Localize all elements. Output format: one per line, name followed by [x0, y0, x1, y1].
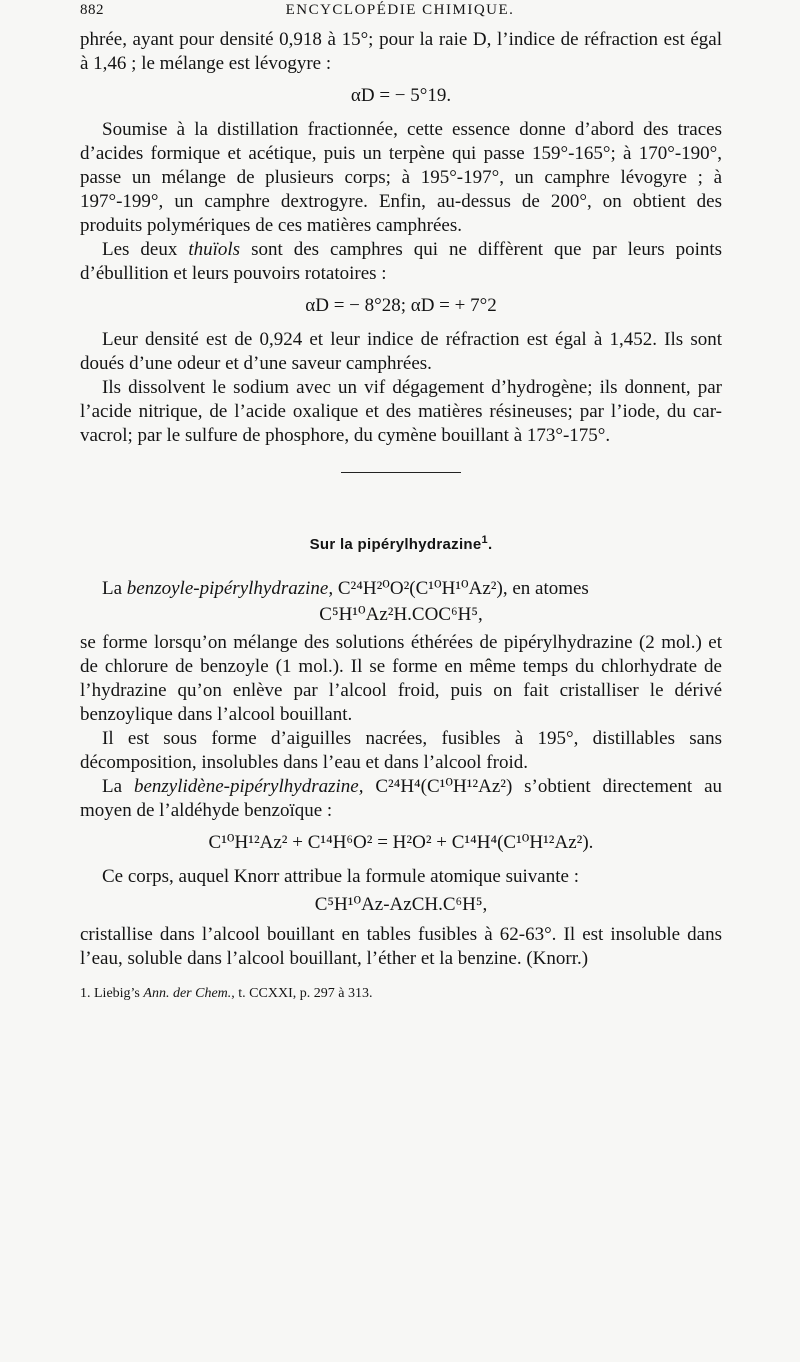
formula: C⁵H¹⁰Az²H.COC⁶H⁵,: [319, 604, 483, 625]
paragraph: Leur densité est de 0,924 et leur indice de réfraction est égal à 1,452. Ils sont doués d’une odeur et d’une saveur camphrées.: [80, 329, 722, 374]
paragraph: cristallise dans l’alcool bouillant en tables fusibles à 62-63°. Il est insoluble dans l’eau, soluble dans l’alcool bouillant, l’éther et la benzine. (Knorr.): [80, 924, 722, 969]
paragraph: Ils dissolvent le sodium avec un vif dégagement d’hydrogène; ils donnent, par l’acide nitrique, de l’acide oxalique et des matières résineuses; par l’iode, du car-vacrol; par le sulfure de phosphore, du cymène bouillant à 173°-175°.: [80, 377, 722, 446]
paragraph: [80, 577, 722, 601]
text-run: La: [102, 776, 123, 797]
text-run: sont des camphres qui ne diffèrent que par leurs points d’ébullition et leurs pouvoirs rotatoires :: [80, 239, 723, 284]
italic-term: thuïols: [188, 239, 241, 260]
italic-term: benzoyle-pipérylhydrazine,: [126, 578, 334, 599]
page-body: [80, 28, 722, 1003]
paragraph: Il est sous forme d’aiguilles nacrées, fusibles à 195°, distillables sans décomposition, insolubles dans l’eau et dans l’alcool froid.: [80, 728, 722, 773]
footnote-text: Liebig’s: [94, 986, 140, 1001]
italic-term: benzylidène-pipérylhydrazine,: [133, 776, 364, 797]
footnote-text: , t. CCXXI, p. 297 à 313.: [231, 986, 373, 1001]
formula: αD = − 5°19.: [350, 85, 452, 106]
footnote-mark: 1: [481, 534, 488, 546]
section-title: Sur la pipérylhydrazine$^1$.: [309, 534, 493, 553]
footnote: [80, 985, 722, 1003]
paragraph: Soumise à la distillation fractionnée, cette essence donne d’abord des traces d’acides formique et acétique, puis un terpène qui passe 159°-165°; à 170°-190°, passe un mélange de plusieurs corps; à 195°-197°, un camphre lévogyre ; à 197°-199°, un camphre dextrogyre. Enfin, au-dessus de 200°, on obtient des produits polymériques de ces matières camphrées.: [80, 119, 722, 236]
paragraph: phrée, ayant pour densité 0,918 à 15°; pour la raie D, l’indice de réfraction est égal à 1,46 ; le mélange est lévogyre :: [80, 29, 722, 74]
text-run: La: [102, 578, 123, 599]
footnote-number: 1.: [80, 986, 91, 1001]
formula: C¹⁰H¹²Az² + C¹⁴H⁶O² = H²O² + C¹⁴H⁴(C¹⁰H¹²Az²).: [208, 832, 594, 853]
paragraph: [80, 775, 722, 823]
paragraph: se forme lorsqu’on mélange des solutions éthérées de pipérylhydrazine (2 mol.) et de chlorure de benzoyle (1 mol.). Il se forme en même temps du chlorhydrate de l’hydrazine qu’on enlève par l’alcool froid, puis on fait cristalliser le dérivé benzoylique dans l’alcool bouillant.: [80, 632, 722, 725]
paragraph: [80, 238, 722, 286]
text-run: C²⁴H²⁰O²(C¹⁰H¹⁰Az²), en atomes: [337, 578, 589, 599]
page-header: [80, 2, 720, 26]
text-run: C²⁴H⁴(C¹⁰H¹²Az²) s’obtient directement au moyen de l’aldéhyde benzoïque :: [80, 776, 723, 821]
page-number: 882: [80, 2, 104, 18]
footnote-journal: Ann. der Chem.: [143, 986, 232, 1001]
paragraph: Ce corps, auquel Knorr attribue la formule atomique suivante :: [102, 866, 579, 887]
section-divider: [341, 472, 461, 473]
text-run: Les deux: [102, 239, 178, 260]
section-title-text: Sur la pipérylhydrazine: [309, 536, 482, 553]
formula: C⁵H¹⁰Az-AzCH.C⁶H⁵,: [314, 894, 488, 915]
formula: αD = − 8°28; αD = + 7°2: [305, 295, 497, 316]
running-title: ENCYCLOPÉDIE CHIMIQUE.: [285, 2, 515, 18]
